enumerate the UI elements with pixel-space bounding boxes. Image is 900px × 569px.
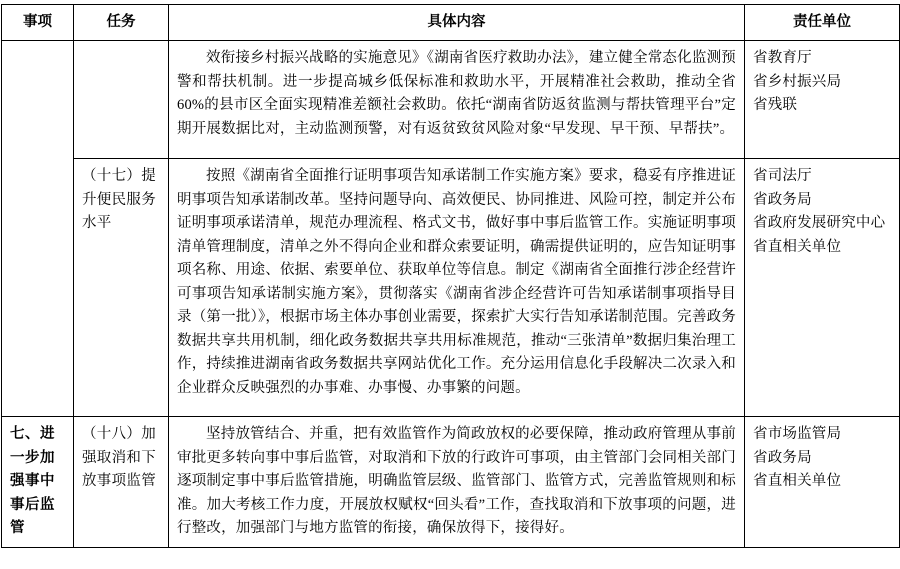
row-content-cell xyxy=(169,417,745,547)
unit-line: 省教育厅 xyxy=(753,50,812,67)
policy-task-table xyxy=(1,4,900,548)
row-unit-cell xyxy=(745,417,900,547)
table-row xyxy=(2,159,900,417)
row-unit-cell xyxy=(745,159,900,417)
row-content-cell xyxy=(169,41,745,159)
content-paragraph: 效衔接乡村振兴战略的实施意见》《湖南省医疗救助办法》，建立健全常态化监测预警和帮扶机制。进一步提高城乡低保标准和救助水平，开展精准社会救助，推动全省60%的县市区全面实现精准差额社会救助。依托“湖南省防返贫监测与帮扶管理平台”定期开展数据比对，主动监测预警，对有返贫致贫风险对象“早发现、早干预、早帮扶”。 xyxy=(177,50,736,137)
unit-line: 省乡村振兴局 xyxy=(753,73,842,90)
row-unit-cell xyxy=(745,41,900,159)
content-paragraph: 按照《湖南省全面推行证明事项告知承诺制工作实施方案》要求，稳妥有序推进证明事项告知承诺制改革。坚持问题导向、高效便民、协同推进、风险可控，制定并公布证明事项承诺清单，规范办理流程、格式文书，做好事中事后监管工作。实施证明事项清单管理制度，清单之外不得向企业和群众索要证明，确需提供证明的，应告知证明事项名称、用途、依据、索要单位、获取单位等信息。制定《湖南省全面推行涉企经营许可事项告知承诺制实施方案》，贯彻落实《湖南省涉企经营许可告知承诺制事项指导目录（第一批）》，根据市场主体办事创业需要，探索扩大实行告知承诺制范围。完善政务数据共享共用机制，细化政务数据共享共用标准规范，推动“三张清单”数据归集治理工作，持续推进湖南省政务数据共享网站优化工作。充分运用信息化手段解决二次录入和企业群众反映强烈的办事难、办事慢、办事繁的问题。 xyxy=(177,168,736,396)
unit-line: 省政务局 xyxy=(753,449,812,466)
table-row xyxy=(2,417,900,547)
unit-line: 省直相关单位 xyxy=(753,473,842,490)
column-header-task: 任务 xyxy=(74,5,169,41)
content-paragraph: 坚持放管结合、并重，把有效监管作为简政放权的必要保障，推动政府管理从事前审批更多转向事中事后监管，对取消和下放的行政许可事项，由主管部门会同相关部门逐项制定事中事后监管措施，明确监管层级、监管部门、监管方式，完善监管规则和标准。加大考核工作力度，开展放权赋权“回头看”工作，查找取消和下放事项的问题，进行整改，加强部门与地方监管的衔接，确保放得下，接得好。 xyxy=(177,426,736,537)
row-content-cell xyxy=(169,159,745,417)
row-item-cell: 七、进一步加强事中事后监管 xyxy=(2,417,74,547)
column-header-item: 事项 xyxy=(2,5,74,41)
unit-line: 省残联 xyxy=(753,97,798,114)
row-task-cell: （十八）加强取消和下放事项监管 xyxy=(74,417,169,547)
table-header-row xyxy=(2,5,900,41)
column-header-unit: 责任单位 xyxy=(745,5,900,41)
unit-line: 省市场监管局 xyxy=(753,426,842,443)
column-header-content: 具体内容 xyxy=(169,5,745,41)
table-row xyxy=(2,41,900,159)
unit-line: 省直相关单位 xyxy=(753,238,842,255)
unit-line: 省政府发展研究中心 xyxy=(753,215,886,232)
row-item-cell-empty xyxy=(2,41,74,417)
row-task-cell: （十七）提升便民服务水平 xyxy=(74,159,169,417)
unit-line: 省政务局 xyxy=(753,191,812,208)
unit-line: 省司法厅 xyxy=(753,168,812,185)
row-task-cell-empty xyxy=(74,41,169,159)
